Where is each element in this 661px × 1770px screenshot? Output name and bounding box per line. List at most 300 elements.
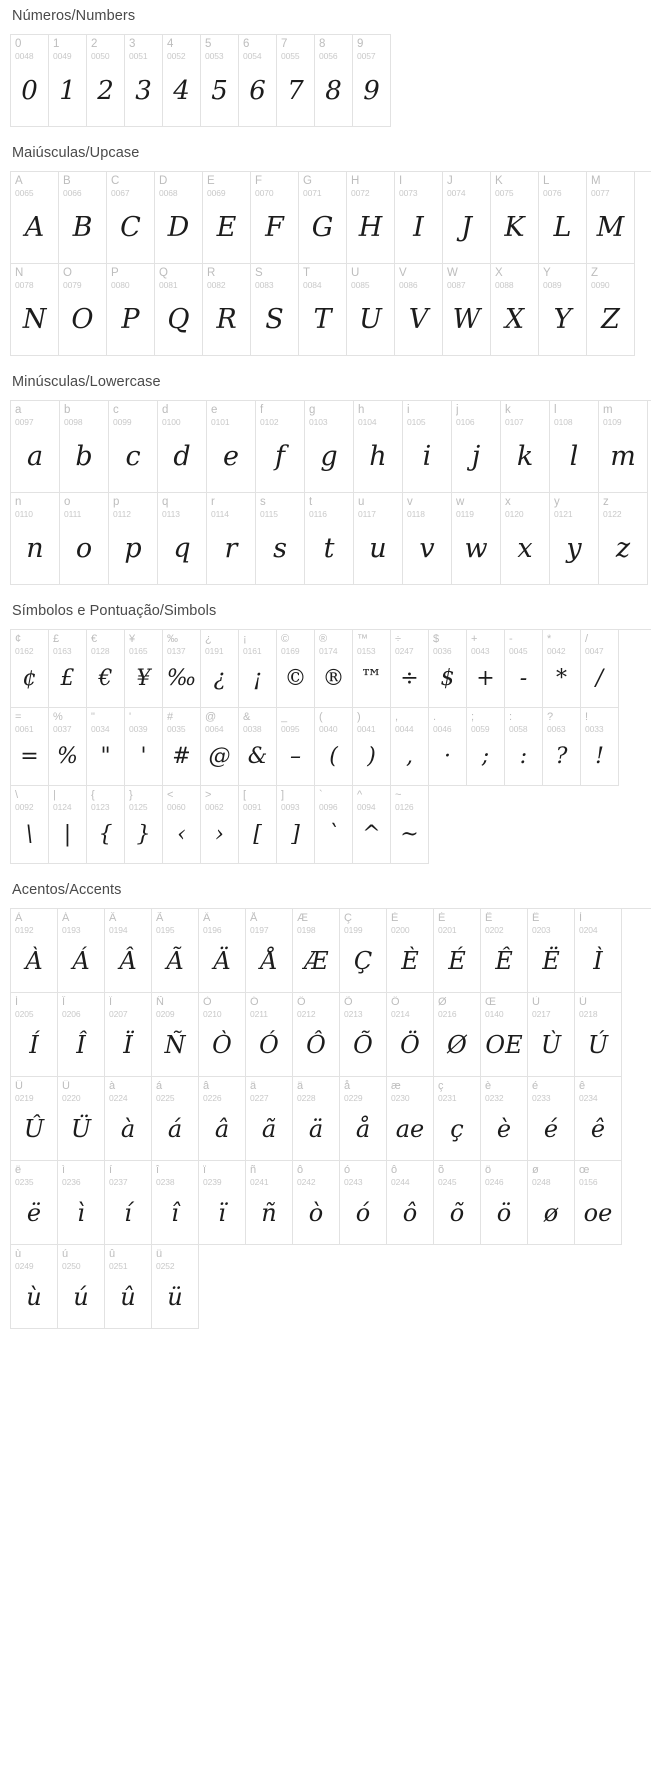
glyph-cell[interactable]: [152, 993, 199, 1077]
glyph-char-label: n: [15, 496, 22, 508]
glyph-meta: [581, 708, 618, 735]
glyph-cell[interactable]: [528, 1077, 575, 1161]
glyph-preview: Ã: [166, 946, 184, 975]
glyph-cell[interactable]: [58, 909, 105, 993]
glyph-char-label: `: [319, 789, 323, 801]
glyph-cell[interactable]: [277, 786, 315, 864]
glyph-cell[interactable]: [246, 1077, 293, 1161]
glyph-code-label: 0100: [162, 417, 181, 427]
glyph-cell[interactable]: [299, 172, 347, 264]
glyph-meta: [239, 35, 276, 62]
glyph-cell[interactable]: [501, 401, 550, 493]
glyph-cell[interactable]: [251, 264, 299, 356]
glyph-char-label: Ó: [250, 996, 259, 1008]
glyph-cell[interactable]: [155, 264, 203, 356]
glyph-meta: [11, 35, 48, 62]
glyph-cell[interactable]: [60, 401, 109, 493]
glyph-preview: Ñ: [164, 1030, 186, 1059]
glyph-cell[interactable]: [391, 786, 429, 864]
glyph-char-label: 3: [129, 38, 136, 50]
glyph-code-label: 0108: [554, 417, 573, 427]
glyph-cell[interactable]: [575, 1161, 622, 1245]
glyph-preview: U: [359, 304, 382, 336]
glyph-cell[interactable]: [315, 708, 353, 786]
glyph-cell[interactable]: [105, 1161, 152, 1245]
glyph-cell[interactable]: [481, 993, 528, 1077]
glyph-cell[interactable]: [256, 401, 305, 493]
glyph-cell[interactable]: [299, 264, 347, 356]
glyph-cell[interactable]: [11, 630, 49, 708]
glyph-code-label: 0054: [243, 51, 262, 61]
glyph-cell[interactable]: [207, 401, 256, 493]
glyph-cell[interactable]: [575, 1077, 622, 1161]
glyph-code-label: 0096: [319, 802, 338, 812]
glyph-meta: [11, 493, 59, 520]
glyph-char-label: â: [203, 1080, 210, 1092]
glyph-char-label: È: [391, 912, 399, 924]
glyph-meta: [11, 1161, 57, 1188]
glyph-cell[interactable]: [293, 1077, 340, 1161]
glyph-cell[interactable]: [575, 993, 622, 1077]
glyph-preview: k: [516, 441, 534, 473]
glyph-cell[interactable]: [347, 172, 395, 264]
glyph-char-label: +: [471, 633, 478, 645]
glyph-code-label: 0248: [532, 1177, 551, 1187]
glyph-code-label: 0249: [15, 1261, 34, 1271]
glyph-cell[interactable]: [105, 1077, 152, 1161]
glyph-cell[interactable]: [49, 35, 87, 127]
glyph-code-label: 0056: [319, 51, 338, 61]
glyph-cell[interactable]: [105, 1245, 152, 1329]
glyph-cell[interactable]: [163, 708, 201, 786]
glyph-cell[interactable]: [201, 630, 239, 708]
glyph-cell[interactable]: [354, 493, 403, 585]
glyph-cell[interactable]: [354, 401, 403, 493]
glyph-code-label: 0087: [447, 280, 466, 290]
glyph-char-label: z: [603, 496, 609, 508]
glyph-cell[interactable]: [11, 264, 59, 356]
glyph-preview: ¢: [22, 665, 37, 691]
glyph-code-label: 0045: [509, 646, 528, 656]
glyph-char-label: Í: [15, 996, 19, 1008]
glyph-preview: î: [171, 1198, 179, 1227]
glyph-preview: Ì: [593, 946, 603, 975]
glyph-char-label: V: [399, 267, 407, 279]
glyph-char-label: }: [129, 789, 133, 801]
glyph-cell[interactable]: [239, 35, 277, 127]
glyph-cell[interactable]: [452, 401, 501, 493]
glyph-cell[interactable]: [387, 909, 434, 993]
glyph-meta: [340, 909, 386, 936]
glyph-preview: ): [367, 743, 376, 769]
glyph-cell[interactable]: [543, 630, 581, 708]
glyph-char-label: î: [156, 1164, 160, 1176]
glyph-cell[interactable]: [199, 909, 246, 993]
glyph-cell[interactable]: [152, 1245, 199, 1329]
glyph-cell[interactable]: [59, 264, 107, 356]
glyph-preview: 2: [97, 75, 114, 106]
glyph-meta: [152, 1245, 198, 1272]
glyph-cell[interactable]: [387, 1077, 434, 1161]
glyph-cell[interactable]: [152, 1161, 199, 1245]
glyph-cell[interactable]: [575, 909, 622, 993]
glyph-cell[interactable]: [353, 630, 391, 708]
glyph-cell[interactable]: [434, 909, 481, 993]
glyph-preview: @: [208, 743, 231, 769]
glyph-cell[interactable]: [239, 786, 277, 864]
glyph-char-label: T: [303, 267, 311, 279]
glyph-cell[interactable]: [353, 786, 391, 864]
glyph-cell[interactable]: [277, 630, 315, 708]
glyph-cell[interactable]: [152, 909, 199, 993]
glyph-cell[interactable]: [481, 909, 528, 993]
glyph-char-label: O: [63, 267, 72, 279]
glyph-meta: [105, 993, 151, 1020]
glyph-cell[interactable]: [105, 909, 152, 993]
glyph-cell[interactable]: [155, 172, 203, 264]
glyph-cell[interactable]: [550, 493, 599, 585]
glyph-cell[interactable]: [387, 1161, 434, 1245]
glyph-code-label: 0046: [433, 724, 452, 734]
glyph-cell[interactable]: [11, 1161, 58, 1245]
glyph-char-label: Ù: [532, 996, 540, 1008]
glyph-cell[interactable]: [49, 708, 87, 786]
glyph-code-label: 0112: [113, 509, 131, 519]
glyph-cell[interactable]: [403, 401, 452, 493]
glyph-meta: [152, 993, 198, 1020]
glyph-cell[interactable]: [305, 493, 354, 585]
glyph-char-label: *: [547, 633, 552, 645]
glyph-code-label: 0064: [205, 724, 224, 734]
glyph-cell[interactable]: [11, 786, 49, 864]
glyph-cell[interactable]: [434, 993, 481, 1077]
glyph-meta: [299, 172, 346, 199]
glyph-char-label: ¥: [129, 633, 136, 645]
glyph-cell[interactable]: [434, 1077, 481, 1161]
glyph-cell[interactable]: [109, 493, 158, 585]
glyph-preview: Õ: [353, 1030, 373, 1059]
glyph-code-label: 0057: [357, 51, 376, 61]
glyph-cell[interactable]: [256, 493, 305, 585]
glyph-cell[interactable]: [491, 172, 539, 264]
glyph-cell[interactable]: [340, 1077, 387, 1161]
glyph-cell[interactable]: [403, 493, 452, 585]
glyph-cell[interactable]: [87, 786, 125, 864]
glyph-cell[interactable]: [293, 1161, 340, 1245]
glyph-char-label: œ: [579, 1164, 590, 1176]
glyph-cell[interactable]: [251, 172, 299, 264]
glyph-preview: ñ: [261, 1198, 277, 1227]
glyph-meta: [207, 401, 255, 428]
glyph-char-label: H: [351, 175, 360, 187]
glyph-preview: K: [504, 212, 525, 244]
glyph-cell[interactable]: [599, 493, 648, 585]
glyph-cell[interactable]: [163, 786, 201, 864]
glyph-cell[interactable]: [11, 993, 58, 1077]
glyph-cell[interactable]: [599, 401, 648, 493]
glyph-cell[interactable]: [107, 264, 155, 356]
glyph-code-label: 0063: [547, 724, 566, 734]
glyph-cell[interactable]: [347, 264, 395, 356]
glyph-meta: [246, 1161, 292, 1188]
glyph-preview: &: [247, 743, 268, 769]
glyph-cell[interactable]: [152, 1077, 199, 1161]
glyph-char-label: 0: [15, 38, 22, 50]
glyph-char-label: i: [407, 404, 410, 416]
glyph-cell[interactable]: [125, 708, 163, 786]
glyph-preview: r: [224, 533, 238, 565]
glyph-cell[interactable]: [429, 708, 467, 786]
glyph-cell[interactable]: [11, 35, 49, 127]
glyph-cell[interactable]: [395, 264, 443, 356]
glyph-cell[interactable]: [246, 909, 293, 993]
glyph-cell[interactable]: [491, 264, 539, 356]
glyph-cell[interactable]: [158, 493, 207, 585]
glyph-preview: ®: [322, 665, 345, 691]
glyph-grid: [10, 171, 651, 356]
glyph-code-label: 0227: [250, 1093, 269, 1103]
glyph-cell[interactable]: [203, 264, 251, 356]
glyph-cell[interactable]: [528, 993, 575, 1077]
glyph-cell[interactable]: [443, 172, 491, 264]
glyph-cell[interactable]: [340, 993, 387, 1077]
glyph-cell[interactable]: [387, 993, 434, 1077]
glyph-grid: [10, 400, 651, 585]
glyph-char-label: <: [167, 789, 174, 801]
glyph-cell[interactable]: [581, 630, 619, 708]
glyph-cell[interactable]: [203, 172, 251, 264]
glyph-cell[interactable]: [452, 493, 501, 585]
glyph-code-label: 0251: [109, 1261, 128, 1271]
glyph-cell[interactable]: [125, 35, 163, 127]
glyph-meta: [434, 909, 480, 936]
glyph-cell[interactable]: [315, 786, 353, 864]
glyph-code-label: 0072: [351, 188, 370, 198]
glyph-cell[interactable]: [87, 708, 125, 786]
glyph-cell[interactable]: [58, 1161, 105, 1245]
glyph-cell[interactable]: [340, 1161, 387, 1245]
glyph-preview: 1: [59, 75, 76, 106]
glyph-meta: [467, 630, 504, 657]
glyph-char-label: ‰: [167, 633, 178, 645]
glyph-meta: [239, 630, 276, 657]
glyph-code-label: 0115: [260, 509, 278, 519]
glyph-meta: [315, 708, 352, 735]
glyph-preview: ‰: [166, 665, 197, 691]
glyph-char-label: Ô: [297, 996, 306, 1008]
glyph-cell[interactable]: [293, 993, 340, 1077]
glyph-code-label: 0241: [250, 1177, 269, 1187]
glyph-cell[interactable]: [340, 909, 387, 993]
glyph-cell[interactable]: [293, 909, 340, 993]
glyph-code-label: 0191: [205, 646, 224, 656]
glyph-preview: W: [452, 304, 481, 336]
glyph-cell[interactable]: [528, 1161, 575, 1245]
glyph-cell[interactable]: [158, 401, 207, 493]
glyph-cell[interactable]: [58, 1245, 105, 1329]
glyph-cell[interactable]: [49, 786, 87, 864]
glyph-cell[interactable]: [501, 493, 550, 585]
glyph-code-label: 0092: [15, 802, 34, 812]
glyph-char-label: Ì: [579, 912, 583, 924]
glyph-cell[interactable]: [467, 708, 505, 786]
glyph-char-label: ~: [395, 789, 402, 801]
glyph-preview: d: [173, 441, 191, 473]
glyph-cell[interactable]: [49, 630, 87, 708]
glyph-cell[interactable]: [443, 264, 491, 356]
glyph-code-label: 0061: [15, 724, 34, 734]
glyph-cell[interactable]: [277, 35, 315, 127]
glyph-code-label: 0037: [53, 724, 72, 734]
glyph-preview: u: [369, 533, 387, 565]
glyph-cell[interactable]: [207, 493, 256, 585]
glyph-code-label: 0107: [505, 417, 524, 427]
glyph-code-label: 0194: [109, 925, 128, 935]
glyph-cell[interactable]: [467, 630, 505, 708]
section-title: Números/Numbers: [12, 8, 136, 24]
glyph-cell[interactable]: [163, 630, 201, 708]
glyph-code-label: 0068: [159, 188, 178, 198]
glyph-cell[interactable]: [11, 708, 49, 786]
glyph-char-label: %: [53, 711, 63, 723]
glyph-cell[interactable]: [11, 1077, 58, 1161]
glyph-cell[interactable]: [125, 786, 163, 864]
glyph-preview: I: [413, 212, 424, 244]
glyph-code-label: 0044: [395, 724, 414, 734]
glyph-cell[interactable]: [429, 630, 467, 708]
glyph-char-label: ñ: [250, 1164, 257, 1176]
glyph-cell[interactable]: [163, 35, 201, 127]
glyph-code-label: 0104: [358, 417, 377, 427]
glyph-cell[interactable]: [505, 630, 543, 708]
glyph-cell[interactable]: [11, 1245, 58, 1329]
glyph-cell[interactable]: [505, 708, 543, 786]
glyph-cell[interactable]: [11, 172, 59, 264]
glyph-meta: [315, 630, 352, 657]
glyph-cell[interactable]: [125, 630, 163, 708]
glyph-cell[interactable]: [528, 909, 575, 993]
glyph-char-label: ì: [62, 1164, 66, 1176]
glyph-cell[interactable]: [353, 35, 391, 127]
glyph-cell[interactable]: [11, 909, 58, 993]
glyph-cell[interactable]: [315, 630, 353, 708]
glyph-code-label: 0161: [243, 646, 262, 656]
glyph-cell[interactable]: [587, 172, 635, 264]
glyph-preview: ‹: [177, 821, 186, 847]
glyph-cell[interactable]: [246, 993, 293, 1077]
glyph-preview: L: [553, 212, 572, 244]
glyph-preview: y: [566, 533, 582, 565]
glyph-char-label: R: [207, 267, 216, 279]
glyph-cell[interactable]: [201, 786, 239, 864]
glyph-preview: £: [60, 665, 75, 691]
glyph-cell[interactable]: [434, 1161, 481, 1245]
glyph-preview: è: [496, 1114, 512, 1143]
glyph-code-label: 0073: [399, 188, 418, 198]
glyph-cell[interactable]: [239, 630, 277, 708]
glyph-preview: X: [504, 304, 525, 336]
glyph-cell[interactable]: [59, 172, 107, 264]
glyph-cell[interactable]: [543, 708, 581, 786]
glyph-cell[interactable]: [239, 708, 277, 786]
glyph-meta: [403, 493, 451, 520]
glyph-cell[interactable]: [87, 35, 125, 127]
glyph-meta: [340, 993, 386, 1020]
glyph-char-label: ¢: [15, 633, 22, 645]
glyph-meta: [60, 493, 108, 520]
glyph-cell[interactable]: [315, 35, 353, 127]
glyph-preview: T: [313, 304, 332, 336]
glyph-cell[interactable]: [199, 993, 246, 1077]
glyph-cell[interactable]: [11, 401, 60, 493]
glyph-char-label: >: [205, 789, 212, 801]
glyph-cell[interactable]: [105, 993, 152, 1077]
glyph-char-label: Œ: [485, 996, 496, 1008]
glyph-meta: [387, 1161, 433, 1188]
glyph-meta: [251, 264, 298, 291]
glyph-cell[interactable]: [199, 1077, 246, 1161]
glyph-cell[interactable]: [353, 708, 391, 786]
glyph-meta: [599, 493, 647, 520]
glyph-meta: [434, 1161, 480, 1188]
glyph-meta: [575, 993, 621, 1020]
glyph-cell[interactable]: [87, 630, 125, 708]
glyph-char-label: K: [495, 175, 503, 187]
glyph-cell[interactable]: [58, 993, 105, 1077]
glyph-cell[interactable]: [391, 708, 429, 786]
glyph-cell[interactable]: [277, 708, 315, 786]
glyph-cell[interactable]: [107, 172, 155, 264]
glyph-cell[interactable]: [58, 1077, 105, 1161]
glyph-code-label: 0197: [250, 925, 269, 935]
glyph-cell[interactable]: [11, 493, 60, 585]
glyph-cell[interactable]: [587, 264, 635, 356]
glyph-cell[interactable]: [305, 401, 354, 493]
glyph-char-label: Ñ: [156, 996, 164, 1008]
glyph-char-label: æ: [391, 1080, 401, 1092]
glyph-char-label: 4: [167, 38, 174, 50]
glyph-meta: [49, 786, 86, 813]
glyph-meta: [163, 786, 200, 813]
glyph-char-label: &: [243, 711, 251, 723]
glyph-char-label: _: [281, 711, 288, 723]
glyph-cell[interactable]: [201, 708, 239, 786]
glyph-char-label: a: [15, 404, 22, 416]
glyph-cell[interactable]: [246, 1161, 293, 1245]
glyph-cell[interactable]: [481, 1161, 528, 1245]
glyph-cell[interactable]: [391, 630, 429, 708]
glyph-cell[interactable]: [199, 1161, 246, 1245]
glyph-meta: [158, 401, 206, 428]
glyph-preview: ©: [284, 665, 307, 691]
glyph-cell[interactable]: [581, 708, 619, 786]
glyph-cell[interactable]: [481, 1077, 528, 1161]
glyph-cell[interactable]: [60, 493, 109, 585]
glyph-cell[interactable]: [201, 35, 239, 127]
glyph-char-label: l: [554, 404, 557, 416]
glyph-cell[interactable]: [550, 401, 599, 493]
glyph-meta: [239, 708, 276, 735]
glyph-cell[interactable]: [109, 401, 158, 493]
glyph-meta: [353, 630, 390, 657]
glyph-cell[interactable]: [395, 172, 443, 264]
glyph-section: [10, 137, 651, 356]
glyph-meta: [353, 786, 390, 813]
glyph-preview: e: [223, 441, 239, 473]
glyph-cell[interactable]: [539, 172, 587, 264]
glyph-char-label: 2: [91, 38, 98, 50]
glyph-cell[interactable]: [539, 264, 587, 356]
